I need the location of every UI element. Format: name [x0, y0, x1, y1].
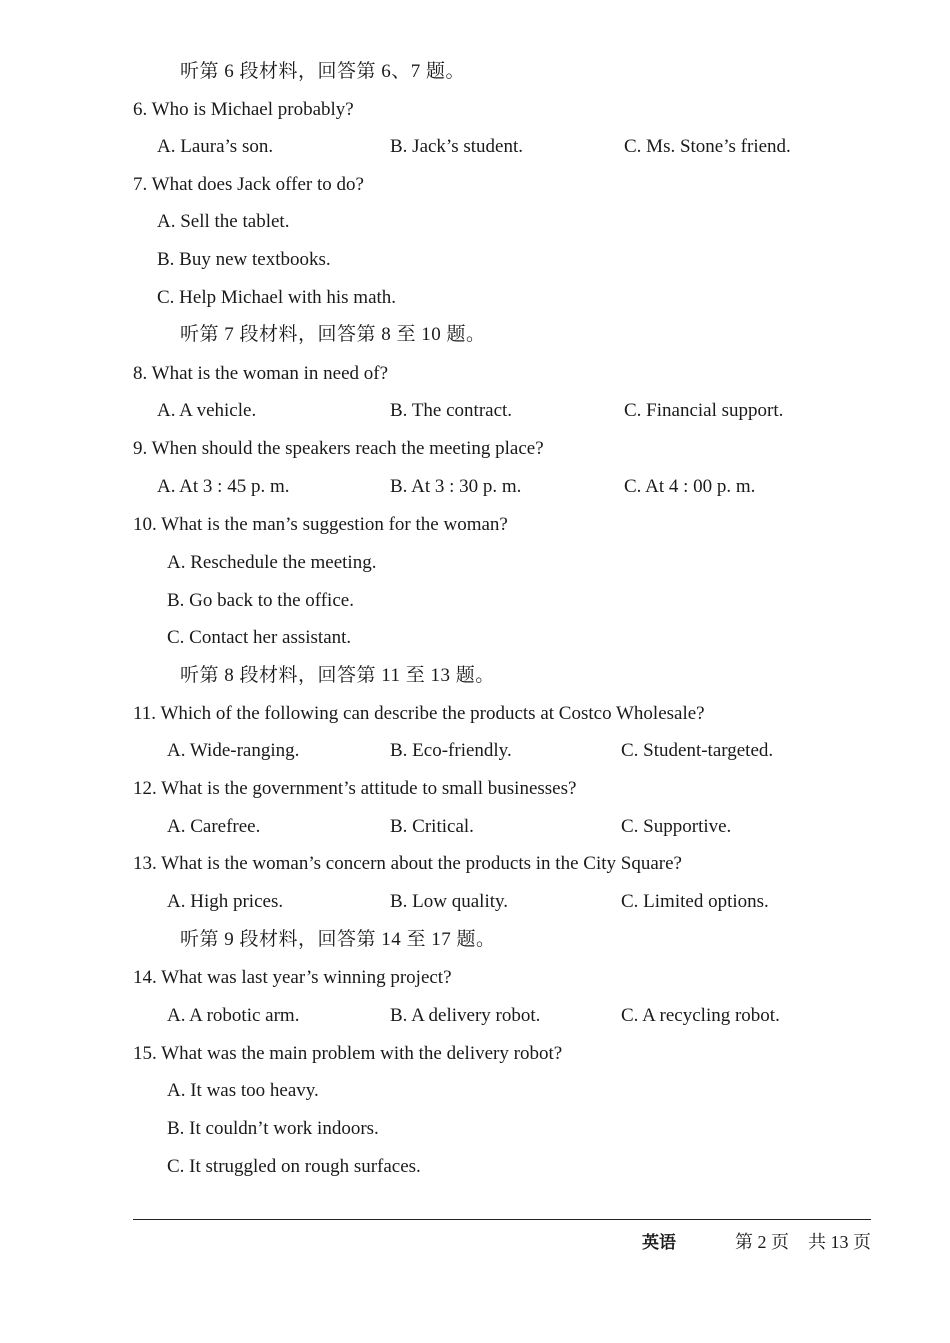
question-6-option-b: B. Jack’s student. — [390, 136, 523, 157]
question-7-stem: 7. What does Jack offer to do? — [133, 174, 364, 195]
question-14-option-c: C. A recycling robot. — [621, 1005, 780, 1026]
question-13-option-a: A. High prices. — [167, 891, 284, 912]
question-7-option-c: C. Help Michael with his math. — [157, 287, 397, 308]
footer-divider — [133, 1219, 871, 1220]
footer-page-number: 第 2 页 — [735, 1232, 789, 1252]
question-12-option-b: B. Critical. — [390, 816, 474, 837]
question-9-option-b: B. At 3 : 30 p. m. — [390, 476, 522, 497]
question-12-stem: 12. What is the government’s attitude to small businesses? — [133, 778, 577, 799]
section-instruction-9: 听第 9 段材料，回答第 14 至 17 题。 — [180, 929, 496, 950]
footer-page-total: 共 13 页 — [808, 1232, 871, 1252]
question-10-option-b: B. Go back to the office. — [167, 590, 354, 611]
question-6-stem: 6. Who is Michael probably? — [133, 99, 354, 120]
question-13-option-b: B. Low quality. — [390, 891, 509, 912]
question-6-option-c: C. Ms. Stone’s friend. — [624, 136, 791, 157]
question-7-option-b: B. Buy new textbooks. — [157, 249, 331, 270]
question-12-option-c: C. Supportive. — [621, 816, 732, 837]
footer-subject: 英语 — [642, 1233, 676, 1253]
question-15-option-c: C. It struggled on rough surfaces. — [167, 1156, 421, 1177]
question-11-option-c: C. Student-targeted. — [621, 740, 774, 761]
question-9-stem: 9. When should the speakers reach the meeting place? — [133, 438, 544, 459]
question-9-option-c: C. At 4 : 00 p. m. — [624, 476, 756, 497]
question-11-option-b: B. Eco-friendly. — [390, 740, 512, 761]
question-7-option-a: A. Sell the tablet. — [157, 211, 290, 232]
question-8-option-a: A. A vehicle. — [157, 400, 257, 421]
question-14-option-a: A. A robotic arm. — [167, 1005, 300, 1026]
question-13-option-c: C. Limited options. — [621, 891, 769, 912]
question-15-option-b: B. It couldn’t work indoors. — [167, 1118, 379, 1139]
question-10-stem: 10. What is the man’s suggestion for the woman? — [133, 514, 508, 535]
question-13-stem: 13. What is the woman’s concern about the products in the City Square? — [133, 853, 682, 874]
question-15-stem: 15. What was the main problem with the delivery robot? — [133, 1043, 563, 1064]
question-9-option-a: A. At 3 : 45 p. m. — [157, 476, 290, 497]
section-instruction-8: 听第 8 段材料，回答第 11 至 13 题。 — [180, 665, 495, 686]
section-instruction-6: 听第 6 段材料，回答第 6、7 题。 — [180, 61, 466, 82]
question-12-option-a: A. Carefree. — [167, 816, 261, 837]
question-8-stem: 8. What is the woman in need of? — [133, 363, 389, 384]
question-11-option-a: A. Wide-ranging. — [167, 740, 300, 761]
question-11-stem: 11. Which of the following can describe the products at Costco Wholesale? — [133, 703, 705, 724]
question-14-stem: 14. What was last year’s winning project? — [133, 967, 452, 988]
question-14-option-b: B. A delivery robot. — [390, 1005, 541, 1026]
question-8-option-b: B. The contract. — [390, 400, 513, 421]
question-8-option-c: C. Financial support. — [624, 400, 784, 421]
question-10-option-c: C. Contact her assistant. — [167, 627, 352, 648]
question-6-option-a: A. Laura’s son. — [157, 136, 274, 157]
question-15-option-a: A. It was too heavy. — [167, 1080, 319, 1101]
section-instruction-7: 听第 7 段材料，回答第 8 至 10 题。 — [180, 324, 486, 345]
question-10-option-a: A. Reschedule the meeting. — [167, 552, 377, 573]
